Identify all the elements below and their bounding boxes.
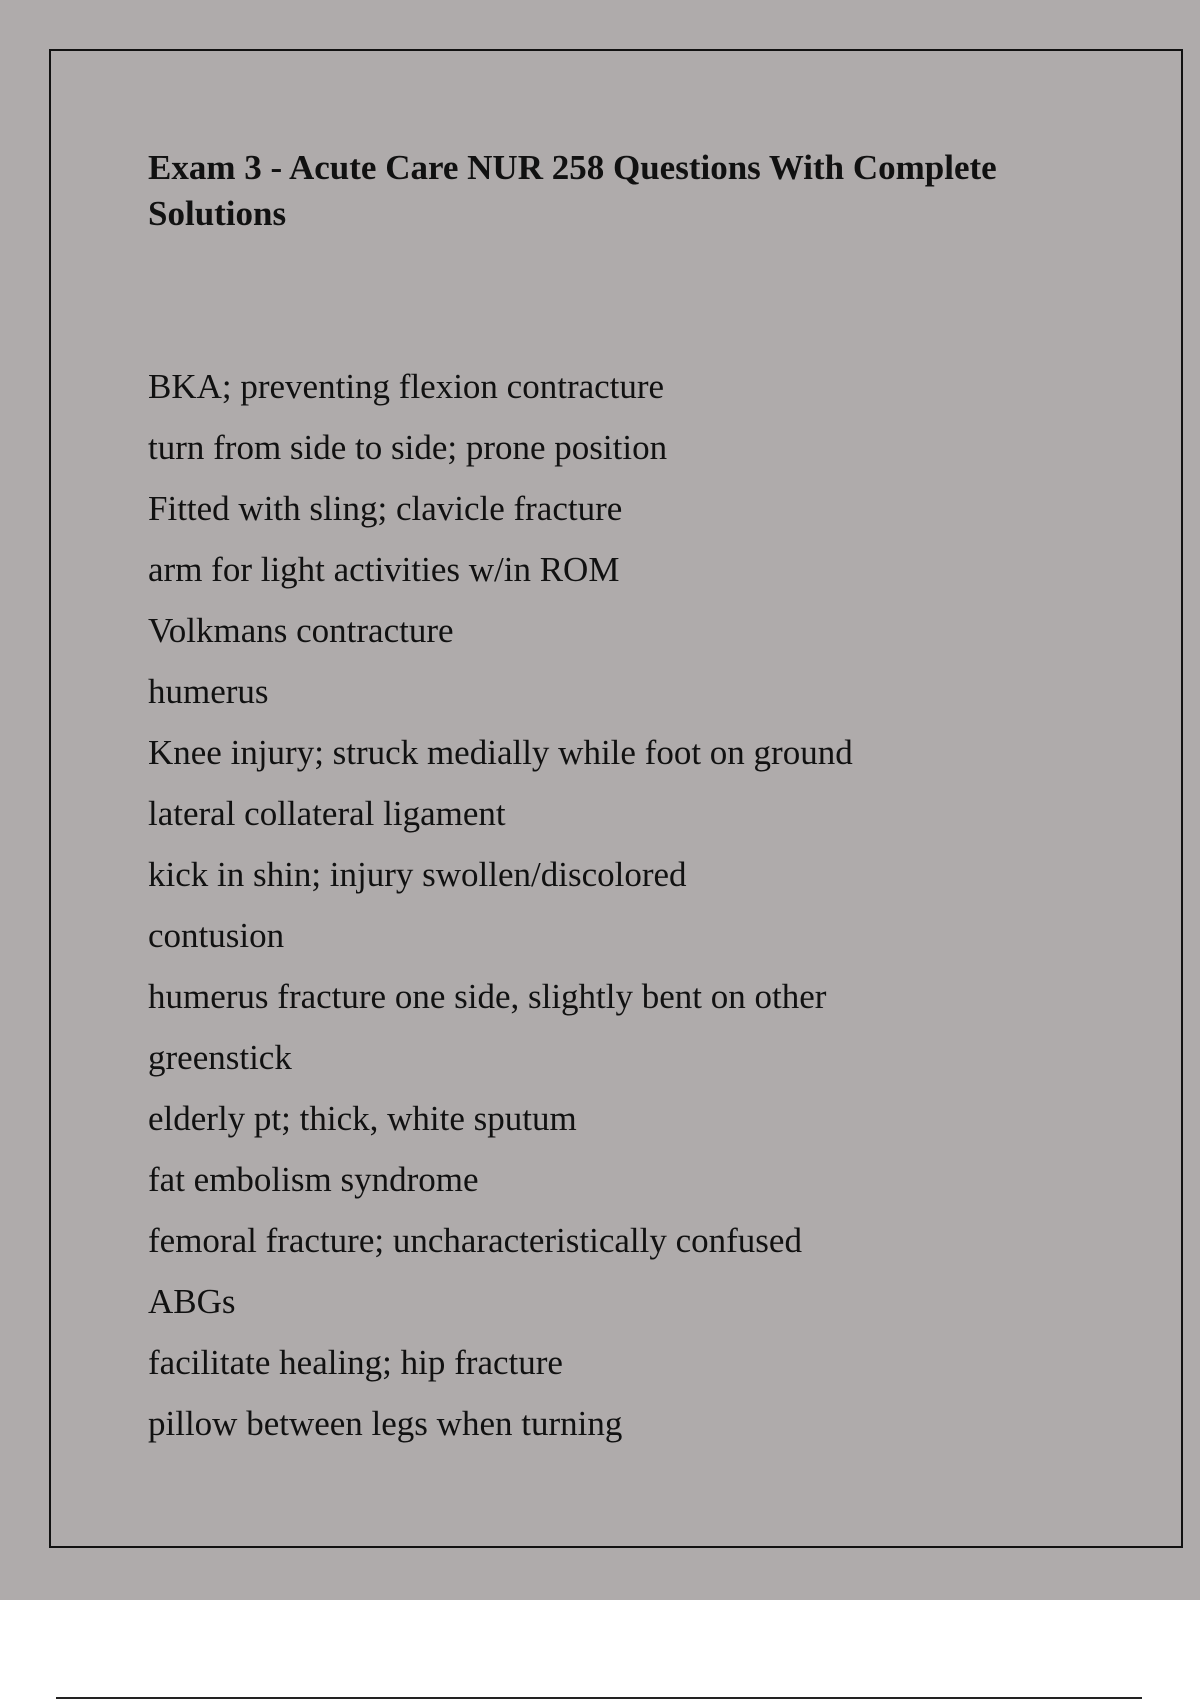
list-item: lateral collateral ligament (148, 794, 506, 833)
list-item: kick in shin; injury swollen/discolored (148, 855, 687, 894)
list-item: arm for light activities w/in ROM (148, 550, 620, 589)
list-item: ABGs (148, 1282, 236, 1321)
list-item: greenstick (148, 1038, 292, 1077)
list-item: humerus fracture one side, slightly bent on other (148, 977, 827, 1016)
list-item: facilitate healing; hip fracture (148, 1343, 563, 1382)
document-frame (49, 49, 1183, 1548)
list-item: pillow between legs when turning (148, 1404, 623, 1443)
list-item: BKA; preventing flexion contracture (148, 367, 665, 406)
list-item: femoral fracture; uncharacteristically confused (148, 1221, 802, 1260)
footer-divider (56, 1697, 1142, 1699)
list-item: turn from side to side; prone position (148, 428, 668, 467)
qa-list (148, 356, 853, 1454)
list-item: Fitted with sling; clavicle fracture (148, 489, 623, 528)
list-item: Volkmans contracture (148, 611, 454, 650)
list-item: humerus (148, 672, 269, 711)
list-item: elderly pt; thick, white sputum (148, 1099, 577, 1138)
list-item: contusion (148, 916, 285, 955)
list-item: fat embolism syndrome (148, 1160, 479, 1199)
document-title: Exam 3 - Acute Care NUR 258 Questions With Complete Solutions (148, 148, 997, 233)
list-item: Knee injury; struck medially while foot on ground (148, 733, 853, 772)
